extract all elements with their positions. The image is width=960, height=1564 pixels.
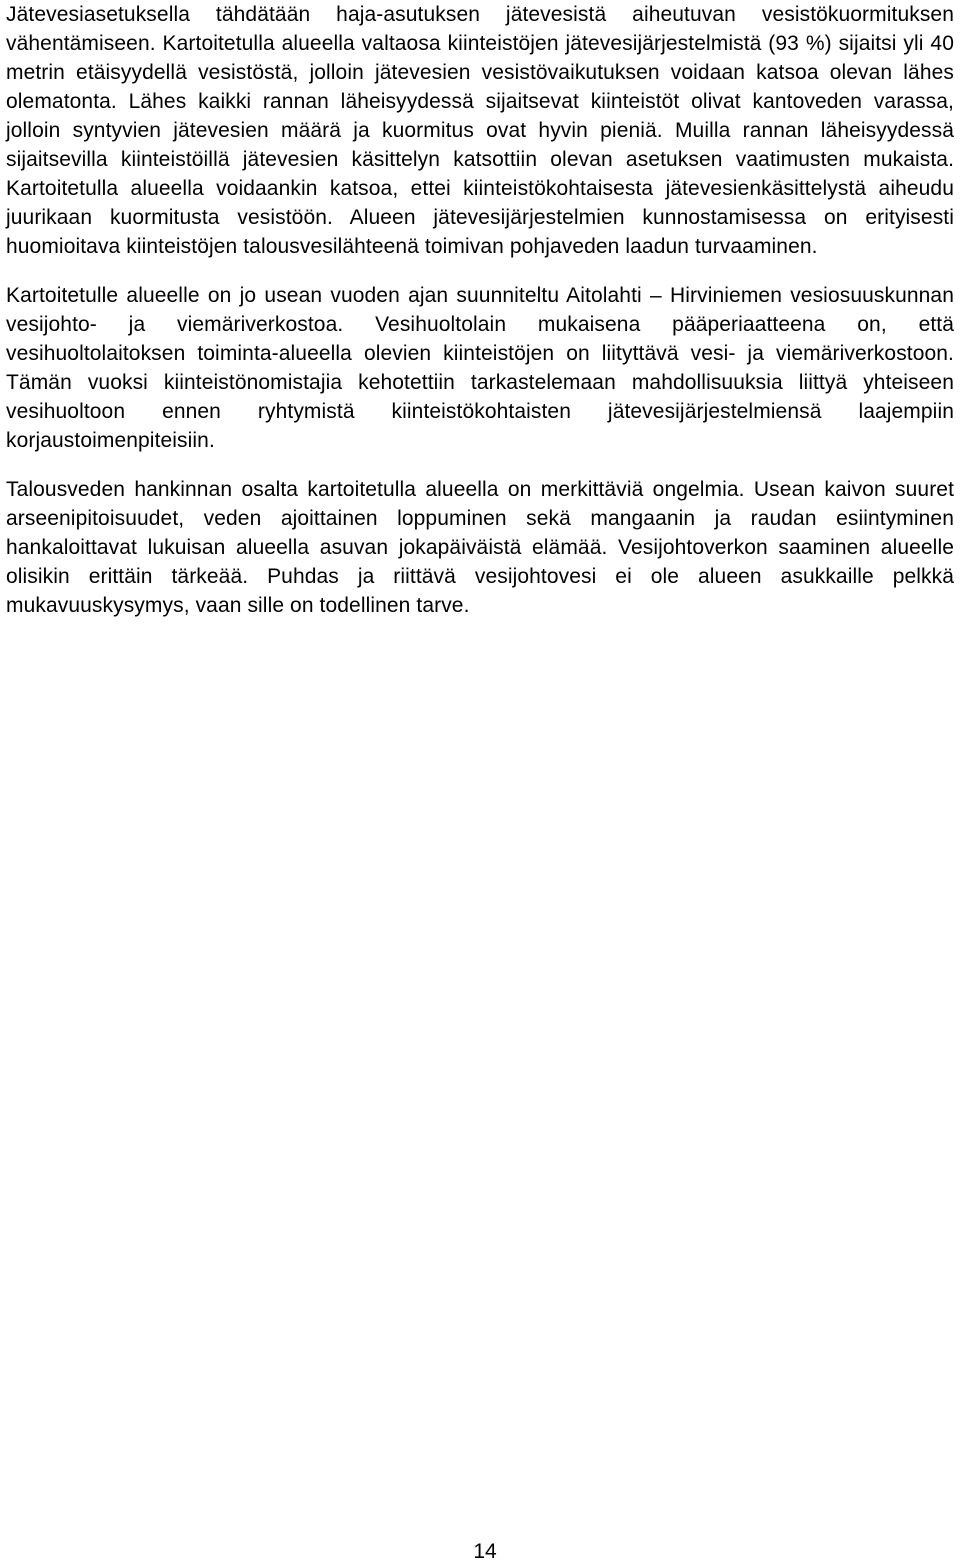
- document-body: [6, 0, 954, 640]
- paragraph-wastewater-regulation: Jätevesiasetuksella tähdätään haja-asutuksen jätevesistä aiheutuvan vesistökuormituksen vähentämiseen. Kartoitetulla alueella valtaosa kiinteistöjen jätevesijärjestelmistä (93 %) sijaitsi yli 40 metrin etäisyydellä vesistöstä, jolloin jätevesien vesistövaikutuksen voidaan katsoa olevan lähes olematonta. Lähes kaikki rannan läheisyydessä sijaitsevat kiinteistöt olivat kantoveden varassa, jolloin syntyvien jätevesien määrä ja kuormitus ovat hyvin pieniä. Muilla rannan läheisyydessä sijaitsevilla kiinteistöillä jätevesien käsittelyn katsottiin olevan asetuksen vaatimusten mukaista. Kartoitetulla alueella voidaankin katsoa, ettei kiinteistökohtaisesta jätevesienkäsittelystä aiheudu juurikaan kuormitusta vesistöön. Alueen jätevesijärjestelmien kunnostamisessa on erityisesti huomioitava kiinteistöjen talousvesilähteenä toimivan pohjaveden laadun turvaaminen.: [6, 3, 954, 258]
- paragraph-household-water: Talousveden hankinnan osalta kartoitetulla alueella on merkittäviä ongelmia. Usean kaivon suuret arseenipitoisuudet, veden ajoittainen loppuminen sekä mangaanin ja raudan esiintyminen hankaloittavat lukuisan alueella asuvan jokapäiväistä elämää. Vesijohtoverkon saaminen alueelle olisikin erittäin tärkeää. Puhdas ja riittävä vesijohtovesi ei ole alueen asukkaille pelkkä mukavuuskysymys, vaan sille on todellinen tarve.: [6, 478, 954, 617]
- page-number: 14: [473, 1540, 497, 1563]
- paragraph-water-cooperative: Kartoitetulle alueelle on jo usean vuoden ajan suunniteltu Aitolahti – Hirviniemen vesiosuuskunnan vesijohto- ja viemäriverkostoa. Vesihuoltolain mukaisena pääperiaatteena on, että vesihuoltolaitoksen toiminta-alueella olevien kiinteistöjen on liityttävä vesi- ja viemäriverkostoon. Tämän vuoksi kiinteistönomistajia kehotettiin tarkastelemaan mahdollisuuksia liittyä yhteiseen vesihuoltoon ennen ryhtymistä kiinteistökohtaisten jätevesijärjestelmiensä laajempiin korjaustoimenpiteisiin.: [6, 284, 954, 452]
